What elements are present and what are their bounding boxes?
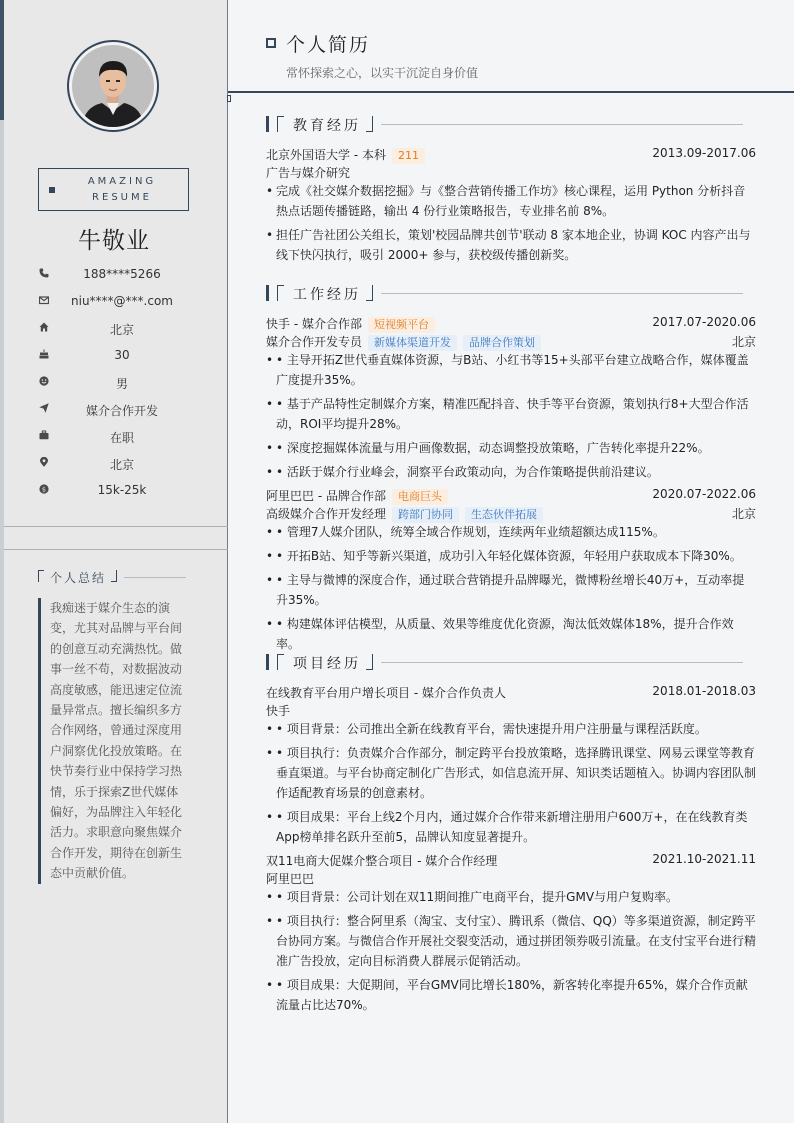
- candidate-name: 牛敬业: [78, 228, 150, 254]
- project-date: 2018.01-2018.03: [652, 684, 756, 698]
- job-role-row: [266, 333, 756, 351]
- contact-value: 30: [114, 348, 130, 362]
- section-title: 项目经历: [293, 656, 361, 672]
- page-subtitle: 常怀探索之心，以实干沉淀自身价值: [286, 66, 479, 80]
- avatar-photo: [72, 45, 154, 127]
- list-item: • • 项目执行：整合阿里系（淘宝、支付宝）、腾讯系（微信、QQ）等多渠道资源，制定跨平台协同方案。与微信合作开展社交裂变活动，通过拼团领券吸引流量。在支付宝平台进行精准广告投放，定向目标消费人群展示促销活动。: [266, 911, 756, 971]
- project-header: [266, 684, 756, 702]
- sidebar-stripe: [0, 0, 4, 1123]
- section-heading-education: [266, 116, 744, 134]
- list-item: • • 深度挖掘媒体流量与用户画像数据，动态调整投放策略，广告转化率提升22%。: [266, 438, 756, 458]
- project-company-row: [266, 870, 756, 888]
- list-item: • • 项目背景：公司推出全新在线教育平台，需快速提升用户注册量与课程活跃度。: [266, 719, 756, 739]
- main-content: [228, 0, 794, 1123]
- summary-title: 个人总结: [50, 571, 107, 585]
- contact-age: [0, 343, 228, 370]
- svg-text:$: $: [41, 485, 47, 494]
- section-heading-projects: [266, 654, 744, 672]
- contact-email: [0, 289, 228, 316]
- briefcase-icon: [39, 430, 49, 440]
- page-title: 个人简历: [286, 34, 371, 56]
- role-tag: 生态伙伴拓展: [465, 507, 543, 523]
- money-icon: [39, 484, 49, 494]
- job-date: 2020.07-2022.06: [652, 487, 756, 501]
- job-city: 北京: [731, 335, 756, 349]
- resume-badge: [38, 168, 189, 211]
- list-item: • • 基于产品特性定制媒介方案，精准匹配抖音、快手等平台资源，策划执行8+大型合作活动，ROI平均提升28%。: [266, 394, 756, 434]
- education-major: [266, 164, 756, 182]
- contact-value: 北京: [109, 323, 134, 337]
- list-item: • 担任广告社团公关组长，策划'校园品牌共创节'联动 8 家本地企业，协调 KOC 内容产出与线下快闪执行，吸引 2000+ 参与，获校级传播创新奖。: [266, 225, 756, 265]
- avatar: [67, 40, 159, 132]
- location-icon: [39, 457, 49, 467]
- contact-gender: [0, 370, 228, 397]
- company-tag: 短视频平台: [368, 317, 435, 333]
- job-company: 快手 - 媒介合作部: [266, 317, 362, 331]
- list-item: • • 管理7人媒介团队，统筹全域合作规划，连续两年业绩超额达成115%。: [266, 522, 756, 542]
- title-square-icon: [266, 38, 276, 48]
- contact-value: 北京: [109, 458, 134, 472]
- list-item: • • 项目背景：公司计划在双11期间推广电商平台，提升GMV与用户复购率。: [266, 887, 756, 907]
- job-role-row: [266, 505, 756, 523]
- job-role: 高级媒介合作开发经理: [266, 507, 387, 521]
- sidebar-divider: [4, 526, 228, 527]
- list-item: • • 项目执行：负责媒介合作部分，制定跨平台投放策略，选择腾讯课堂、网易云课堂等教育垂直渠道。与平台协商定制化广告形式，如信息流开屏、知识类话题植入。协调内容团队制作适配教育场景的创意素材。: [266, 743, 756, 803]
- list-item: • • 主导开拓Z世代垂直媒体资源，与B站、小红书等15+头部平台建立战略合作，媒体覆盖广度提升35%。: [266, 350, 756, 390]
- send-icon: [39, 403, 49, 413]
- company-tag: 电商巨头: [392, 489, 448, 505]
- smile-icon: [39, 376, 49, 386]
- summary-heading: [38, 568, 188, 586]
- section-title: 教育经历: [293, 118, 361, 134]
- project-name: 双11电商大促媒介整合项目 - 媒介合作经理: [266, 854, 498, 868]
- education-row: [266, 146, 756, 164]
- header-tick: [227, 95, 231, 102]
- job-city: 北京: [731, 507, 756, 521]
- phone-icon: [39, 268, 49, 278]
- contact-value: 男: [115, 377, 128, 391]
- mail-icon: [39, 295, 49, 305]
- summary-text: 我痴迷于媒介生态的演变，尤其对品牌与平台间的创意互动充满热忱。做事一丝不苟，对数据波动高度敏感，能迅速定位流量异常点。擅长编织多方合作网络，曾通过深度用户洞察优化投放策略。在快节奏行业中保持学习热情，乐于探索Z世代媒体偏好，为品牌注入年轻化活力。求职意向聚焦媒介合作开发，期待在创新生态中贡献价值。: [38, 598, 190, 884]
- role-tag: 跨部门协同: [392, 507, 459, 523]
- section-heading-work: [266, 285, 744, 303]
- contact-phone: [0, 262, 228, 289]
- contact-value: 15k-25k: [97, 483, 147, 497]
- contact-status: [0, 424, 228, 451]
- list-item: • • 项目成果：大促期间，平台GMV同比增长180%，新客转化率提升65%，媒介合作贡献流量占比达70%。: [266, 975, 756, 1015]
- section-title: 工作经历: [293, 287, 361, 303]
- contact-location: [0, 451, 228, 478]
- job-date: 2017.07-2020.06: [652, 315, 756, 329]
- project-company-row: [266, 702, 756, 720]
- contact-value: 媒介合作开发: [85, 404, 158, 418]
- list-item: • • 项目成果：平台上线2个月内，通过媒介合作带来新增注册用户600万+，在在线教育类App榜单排名跃升至前5，品牌认知度显著提升。: [266, 807, 756, 847]
- list-item: • • 活跃于媒介行业峰会，洞察平台政策动向，为合作策略提供前沿建议。: [266, 462, 756, 482]
- contact-salary: [0, 478, 228, 505]
- header-rule: [228, 91, 794, 93]
- project-header: [266, 852, 756, 870]
- school-tag: 211: [392, 148, 425, 164]
- contact-value: niu****@***.com: [71, 294, 173, 308]
- education-date: 2013.09-2017.06: [652, 146, 756, 160]
- contact-position: [0, 397, 228, 424]
- badge-square-icon: [49, 187, 55, 193]
- list-item: • • 构建媒体评估模型，从质量、效果等维度优化资源，淘汰低效媒体18%，提升合作效率。: [266, 614, 756, 654]
- project-date: 2021.10-2021.11: [652, 852, 756, 866]
- job-company: 阿里巴巴 - 品牌合作部: [266, 489, 386, 503]
- list-item: • • 主导与微博的深度合作，通过联合营销提升品牌曝光，微博粉丝增长40万+，互动率提升35%。: [266, 570, 756, 610]
- home-icon: [39, 322, 49, 332]
- contact-value: 在职: [109, 431, 134, 445]
- contact-value: 188****5266: [83, 267, 161, 281]
- badge-line-1: AMAZING: [87, 176, 157, 187]
- badge-line-2: RESUME: [92, 192, 152, 203]
- school-name: 北京外国语大学 - 本科: [266, 148, 386, 162]
- project-name: 在线教育平台用户增长项目 - 媒介合作负责人: [266, 686, 506, 700]
- cake-icon: [39, 349, 49, 359]
- list-item: • • 开拓B站、知乎等新兴渠道，成功引入年轻化媒体资源，年轻用户获取成本下降30%。: [266, 546, 756, 566]
- project-company: 快手: [266, 704, 291, 718]
- role-tag: 品牌合作策划: [463, 335, 541, 351]
- sidebar-divider: [4, 549, 228, 550]
- job-header: [266, 315, 756, 333]
- project-company: 阿里巴巴: [266, 872, 315, 886]
- job-role: 媒介合作开发专员: [266, 335, 363, 349]
- role-tag: 新媒体渠道开发: [368, 335, 457, 351]
- job-header: [266, 487, 756, 505]
- list-item: • 完成《社交媒介数据挖掘》与《整合营销传播工作坊》核心课程，运用 Python 分析抖音热点话题传播链路，输出 4 份行业策略报告，专业排名前 8%。: [266, 181, 756, 221]
- major-name: 广告与媒介研究: [266, 166, 351, 180]
- contact-list: [0, 262, 228, 505]
- sidebar: [0, 0, 228, 1123]
- contact-home: [0, 316, 228, 343]
